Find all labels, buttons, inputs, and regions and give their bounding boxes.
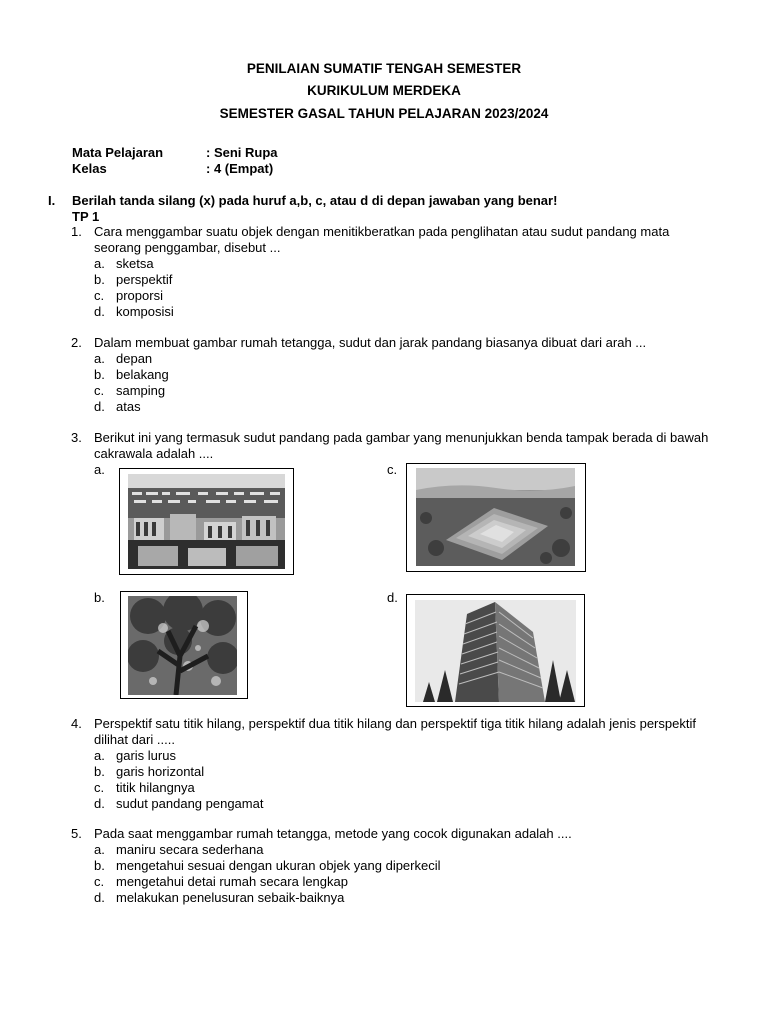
exam-title: PENILAIAN SUMATIF TENGAH SEMESTER — [246, 61, 522, 76]
image-option-b-label[interactable]: b. — [94, 590, 105, 605]
option-letter: c. — [94, 874, 105, 889]
option-letter: a. — [94, 842, 105, 857]
question-text: Pada saat menggambar rumah tetangga, metode yang cocok digunakan adalah .... — [94, 826, 572, 841]
option-text: proporsi — [116, 288, 163, 303]
curriculum-title: KURIKULUM MERDEKA — [307, 83, 461, 98]
subject-label: Mata Pelajaran — [72, 145, 164, 160]
option-text: perspektif — [116, 272, 173, 287]
option-text: samping — [116, 383, 166, 398]
question-text: Cara menggambar suatu objek dengan menitikberatkan pada penglihatan atau sudut pandang mata seorang penggambar, disebut ... — [94, 224, 670, 255]
option-text: maniru secara sederhana — [116, 842, 264, 857]
tp-label: TP 1 — [72, 209, 100, 224]
class-label: Kelas — [72, 161, 107, 176]
question-number: 5. — [71, 826, 82, 841]
question-text: Berikut ini yang termasuk sudut pandang pada gambar yang menunjukkan benda tampak berada di bawah cakrawala adalah .... — [94, 430, 709, 461]
semester-title: SEMESTER GASAL TAHUN PELAJARAN 2023/2024 — [219, 106, 549, 121]
class-value: : 4 (Empat) — [206, 161, 274, 176]
bookstore-photo[interactable] — [119, 468, 294, 575]
option-text: melakukan penelusuran sebaik-baiknya — [116, 890, 345, 905]
option-text: atas — [116, 399, 141, 414]
option-text: mengetahui sesuai dengan ukuran objek yang diperkecil — [116, 858, 441, 873]
section-number: I. — [48, 193, 56, 208]
option-letter: b. — [94, 764, 105, 779]
question-number: 2. — [71, 335, 82, 350]
option-letter: a. — [94, 351, 105, 366]
option-letter: d. — [94, 890, 105, 905]
question-number: 3. — [71, 430, 82, 445]
image-option-a-label[interactable]: a. — [94, 462, 105, 477]
option-letter: c. — [94, 288, 105, 303]
option-text: sketsa — [116, 256, 154, 271]
option-text: komposisi — [116, 304, 174, 319]
image-option-c-label[interactable]: c. — [387, 462, 398, 477]
tree-photo[interactable] — [120, 591, 248, 699]
option-letter: d. — [94, 796, 105, 811]
option-text: belakang — [116, 367, 169, 382]
section-instruction: Berilah tanda silang (x) pada huruf a,b, c, atau d di depan jawaban yang benar! — [72, 193, 558, 208]
question-text: Dalam membuat gambar rumah tetangga, sudut dan jarak pandang biasanya dibuat dari arah ... — [94, 335, 647, 350]
question-number: 1. — [71, 224, 82, 239]
option-letter: c. — [94, 383, 105, 398]
question-number: 4. — [71, 716, 82, 731]
option-letter: a. — [94, 256, 105, 271]
option-text: sudut pandang pengamat — [116, 796, 264, 811]
option-letter: b. — [94, 272, 105, 287]
option-text: mengetahui detai rumah secara lengkap — [116, 874, 348, 889]
option-letter: c. — [94, 780, 105, 795]
option-letter: b. — [94, 367, 105, 382]
tall-building-photo[interactable] — [406, 594, 585, 707]
image-option-d-label[interactable]: d. — [387, 590, 398, 605]
option-letter: d. — [94, 399, 105, 414]
subject-value: : Seni Rupa — [206, 145, 278, 160]
option-letter: a. — [94, 748, 105, 763]
question-text: Perspektif satu titik hilang, perspektif dua titik hilang dan perspektif tiga titik hilang adalah jenis perspektif dilihat dari ..... — [94, 716, 696, 747]
option-text: titik hilangnya — [116, 780, 195, 795]
temple-aerial-photo[interactable] — [406, 463, 586, 572]
option-text: depan — [116, 351, 153, 366]
option-letter: b. — [94, 858, 105, 873]
option-letter: d. — [94, 304, 105, 319]
option-text: garis lurus — [116, 748, 176, 763]
option-text: garis horizontal — [116, 764, 205, 779]
